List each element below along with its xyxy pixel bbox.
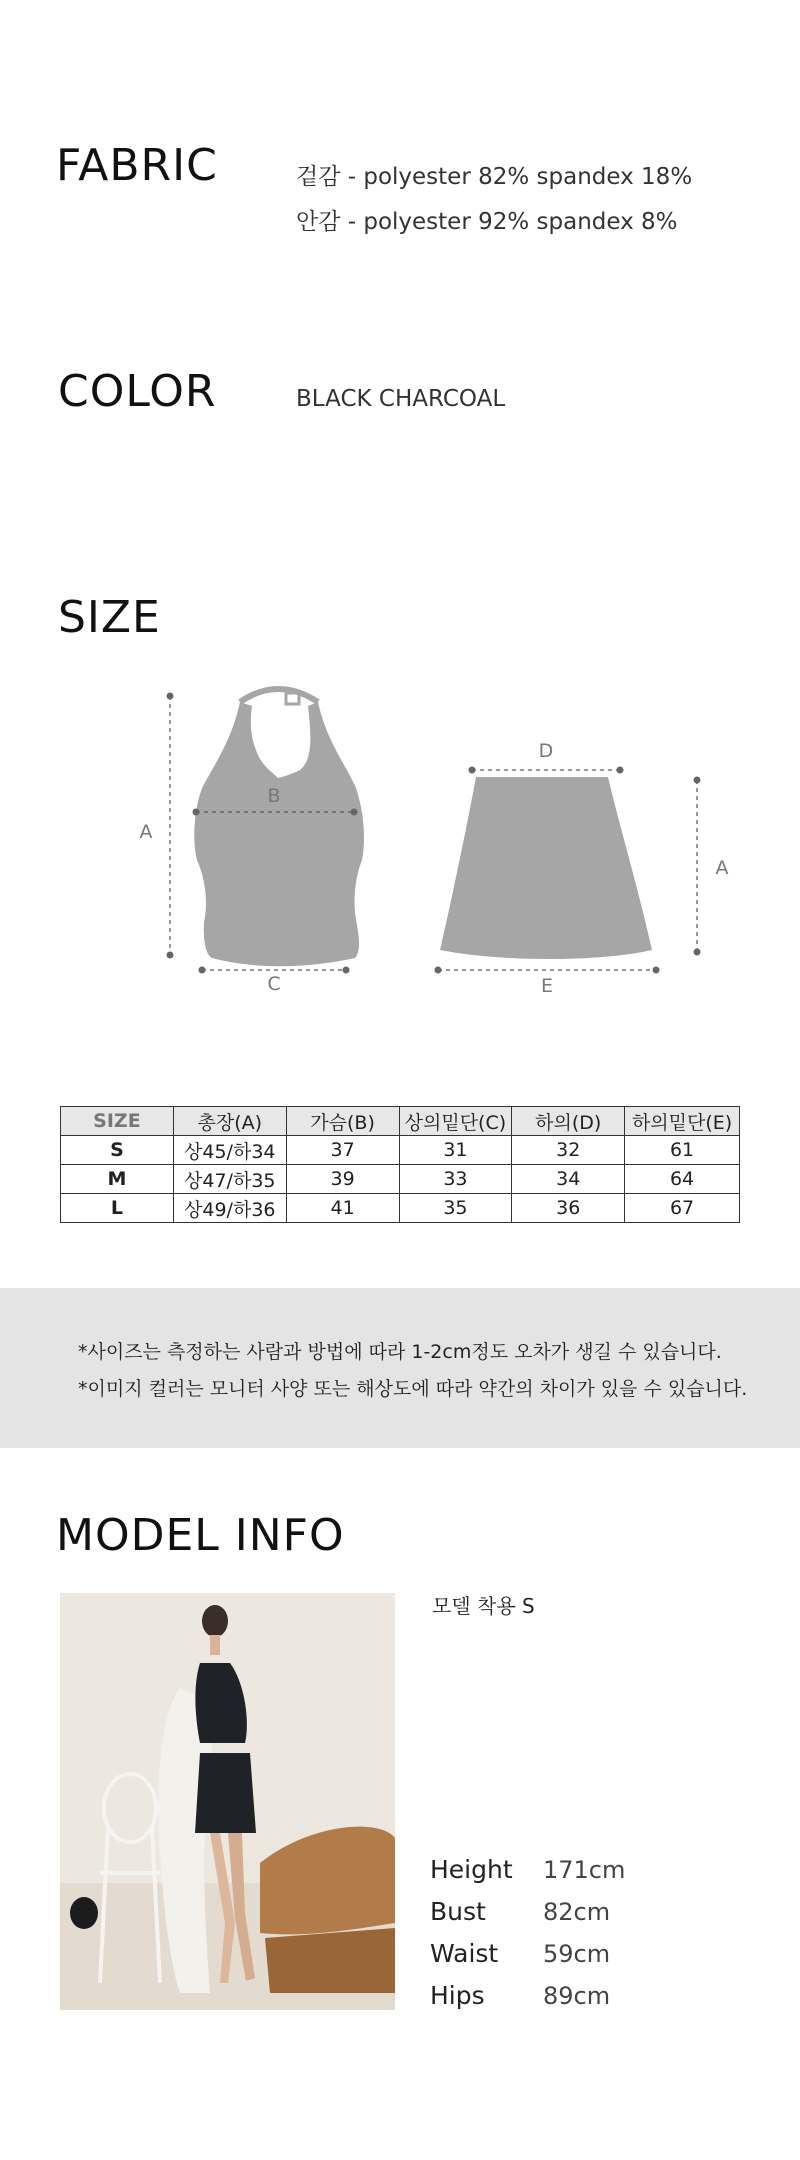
size-table (60, 1106, 740, 1223)
stat-label-hips: Hips (430, 1981, 485, 2010)
table-cell: 39 (286, 1165, 399, 1194)
table-row (61, 1165, 740, 1194)
label-d: D (538, 740, 554, 762)
table-cell: L (61, 1194, 174, 1223)
table-header-cell: 가슴(B) (286, 1107, 399, 1136)
table-header-cell: 하의밑단(E) (625, 1107, 740, 1136)
table-cell: 32 (512, 1136, 625, 1165)
model-wearing-size: 모델 착용 S (432, 1594, 535, 1618)
fabric-outer-line: 겉감 - polyester 82% spandex 18% (296, 164, 693, 190)
table-cell: M (61, 1165, 174, 1194)
table-row (61, 1194, 740, 1223)
size-diagram (0, 680, 800, 1010)
stat-label-waist: Waist (430, 1939, 499, 1968)
table-cell: 61 (625, 1136, 740, 1165)
model-info-heading: MODEL INFO (56, 1510, 345, 1561)
stat-value-waist: 59cm (543, 1940, 611, 1968)
fabric-heading: FABRIC (56, 140, 218, 191)
table-cell: 37 (286, 1136, 399, 1165)
table-cell: 35 (399, 1194, 512, 1223)
table-cell: 41 (286, 1194, 399, 1223)
stat-label-bust: Bust (430, 1897, 486, 1926)
label-c: C (267, 973, 281, 995)
label-a-right: A (715, 857, 729, 879)
stat-value-bust: 82cm (543, 1898, 611, 1926)
table-cell: 상49/하36 (173, 1194, 286, 1223)
table-cell: 상47/하35 (173, 1165, 286, 1194)
table-header-row (61, 1107, 740, 1136)
halter-top-illustration (194, 689, 364, 966)
notice-line-color: *이미지 컬러는 모니터 사양 또는 해상도에 따라 약간의 차이가 있을 수 있습니다. (78, 1378, 748, 1400)
table-cell: 36 (512, 1194, 625, 1223)
table-cell: 상45/하34 (173, 1136, 286, 1165)
notice-band (0, 1288, 800, 1448)
table-cell: 64 (625, 1165, 740, 1194)
stat-value-height: 171cm (543, 1856, 626, 1884)
stat-label-height: Height (430, 1855, 513, 1884)
stat-value-hips: 89cm (543, 1982, 611, 2010)
table-header-cell: SIZE (61, 1107, 174, 1136)
table-cell: 31 (399, 1136, 512, 1165)
notice-line-size: *사이즈는 측정하는 사람과 방법에 따라 1-2cm정도 오차가 생길 수 있습니다. (78, 1341, 722, 1363)
label-b: B (267, 785, 281, 807)
fabric-lining-line: 안감 - polyester 92% spandex 8% (296, 209, 678, 235)
table-header-cell: 하의(D) (512, 1107, 625, 1136)
table-row (61, 1136, 740, 1165)
skirt-illustration (440, 777, 652, 959)
color-value: BLACK CHARCOAL (296, 386, 506, 412)
table-header-cell: 총장(A) (173, 1107, 286, 1136)
model-photo (60, 1593, 395, 2010)
table-cell: 67 (625, 1194, 740, 1223)
label-e: E (540, 975, 554, 997)
table-cell: S (61, 1136, 174, 1165)
table-header-cell: 상의밑단(C) (399, 1107, 512, 1136)
size-heading: SIZE (58, 592, 161, 643)
color-heading: COLOR (58, 366, 217, 417)
table-cell: 34 (512, 1165, 625, 1194)
table-cell: 33 (399, 1165, 512, 1194)
label-a-left: A (139, 821, 153, 843)
